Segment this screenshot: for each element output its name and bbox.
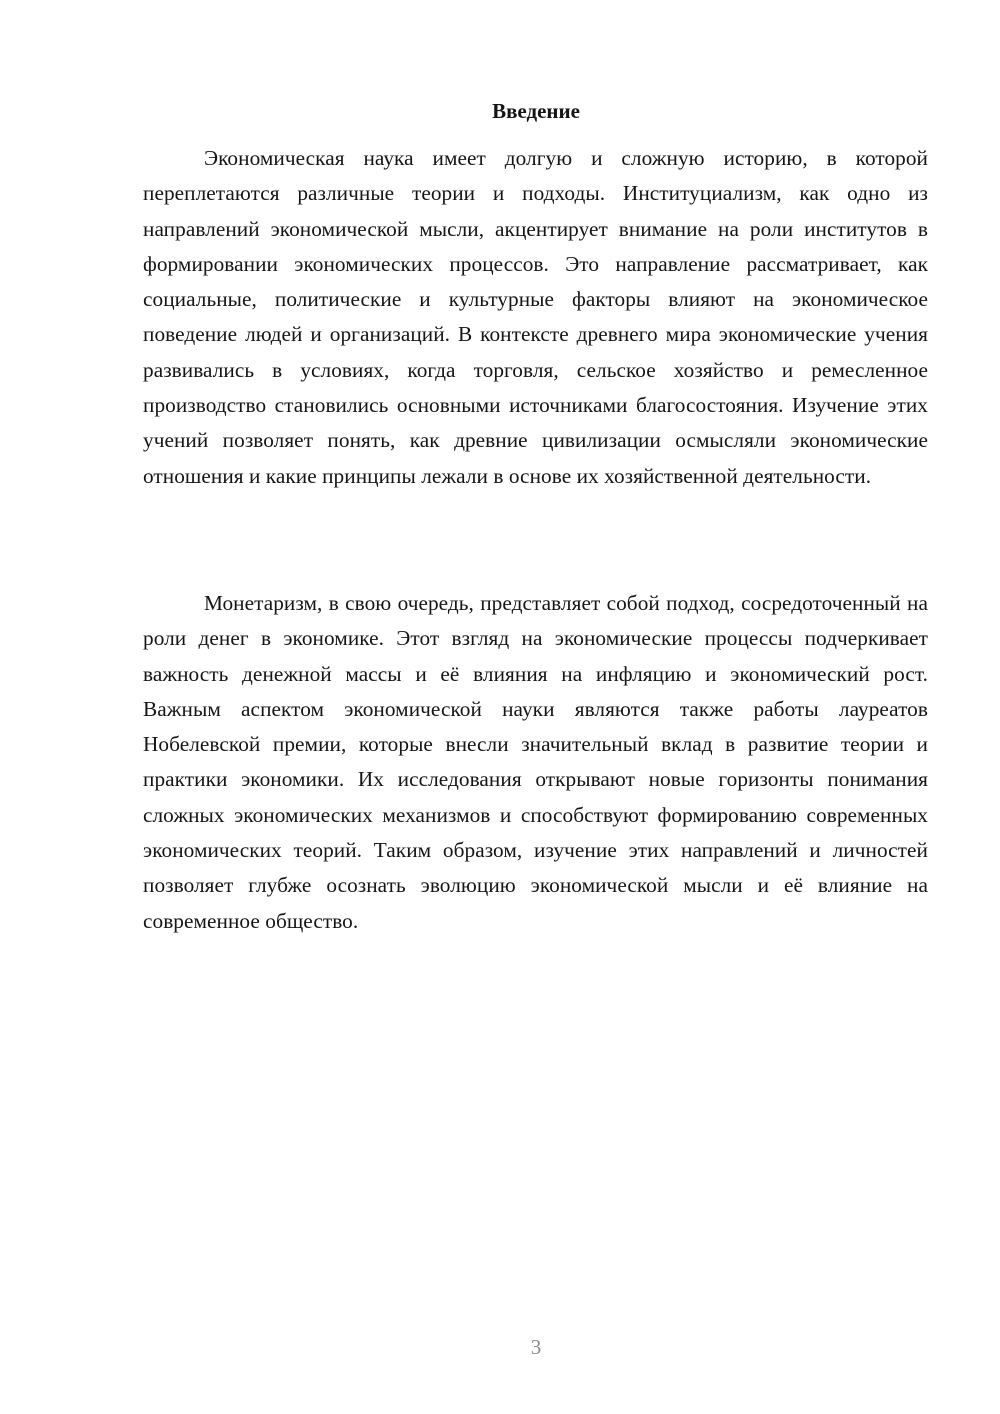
paragraph-2: Монетаризм, в свою очередь, представляет собой подход, сосредоточенный на роли денег в экономике. Этот взгляд на экономические процессы подчеркивает важность денежной массы и её влияния на инфляцию и экономический рост. Важным аспектом экономической науки являются также работы лауреатов Нобелевской премии, которые внесли значительный вклад в развитие теории и практики экономики. Их исследования открывают новые горизонты понимания сложных экономических механизмов и способствуют формированию современных экономических теорий. Таким образом, изучение этих направлений и личностей позволяет глубже осознать эволюцию экономической мысли и её влияние на современное общество. [143, 591, 928, 933]
paragraph-1: Экономическая наука имеет долгую и сложную историю, в которой переплетаются различные теории и подходы. Институциализм, как одно из направлений экономической мысли, акцентирует внимание на роли институтов в формировании экономических процессов. Это направление рассматривает, как социальные, политические и культурные факторы влияют на экономическое поведение людей и организаций. В контексте древнего мира экономические учения развивались в условиях, когда торговля, сельское хозяйство и ремесленное производство становились основными источниками благосостояния. Изучение этих учений позволяет понять, как древние цивилизации осмысляли экономические отношения и какие принципы лежали в основе их хозяйственной деятельности. [143, 146, 928, 488]
page-number: 3 [530, 1335, 542, 1359]
section-title: Введение [492, 99, 580, 123]
